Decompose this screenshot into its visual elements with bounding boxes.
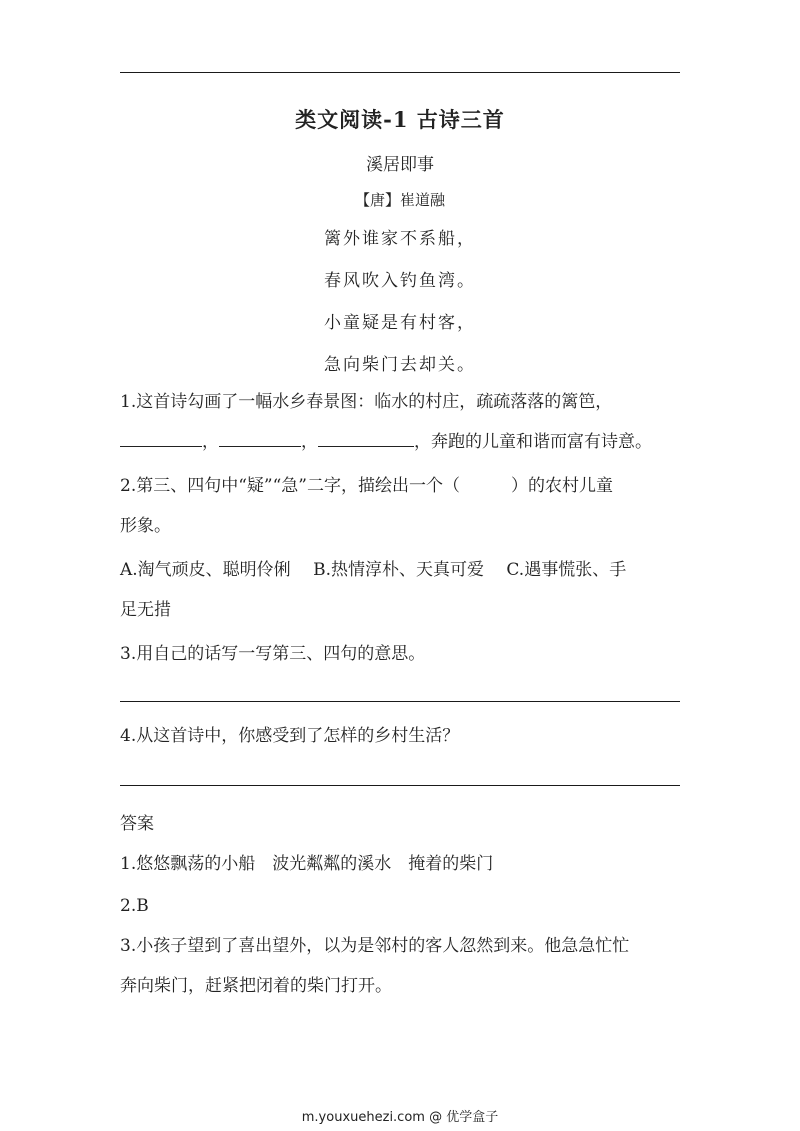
option-line-cont: 足无措 [120, 600, 171, 620]
poem-line: 小童疑是有村客， [324, 313, 476, 333]
answer-line-4[interactable] [120, 785, 680, 786]
question-3: 3.用自己的话写一写第三、四句的意思。 [120, 644, 426, 664]
answer-2: 2.B [120, 896, 149, 916]
question-2-text-cont: 形象。 [120, 516, 171, 536]
header-rule [120, 72, 680, 73]
poem-line: 急向柴门去却关。 [324, 355, 476, 375]
poem-title: 溪居即事 [366, 155, 434, 175]
answer-3-text: 3.小孩子望到了喜出望外，以为是邻村的客人忽然到来。他急急忙忙 [120, 936, 630, 956]
answer-blank-2[interactable] [219, 426, 301, 447]
answer-1: 1.悠悠飘荡的小船 波光粼粼的溪水 掩着的柴门 [120, 854, 494, 874]
answer-line-3[interactable] [120, 701, 680, 702]
question-2-text: 2.第三、四句中“疑”“急”二字，描绘出一个（ ）的农村儿童 [120, 476, 613, 496]
option-line: A.淘气顽皮、聪明伶俐 B.热情淳朴、天真可爱 C.遇事慌张、手 [120, 560, 627, 580]
answer-3 [120, 926, 690, 1006]
question-1-tail: ，奔跑的儿童和谐而富有诗意。 [414, 432, 652, 452]
poem-author: 【唐】崔道融 [354, 191, 445, 209]
footer-watermark: m.youxuehezi.com @ 优学盒子 [301, 1110, 499, 1125]
answers-heading: 答案 [120, 814, 154, 834]
blank-separator: ， [202, 432, 219, 452]
blank-separator: ， [301, 432, 318, 452]
page-title: 类文阅读-1 古诗三首 [295, 107, 505, 132]
question-1-blanks-line [120, 422, 690, 462]
question-2-options [120, 550, 690, 630]
poem-line: 春风吹入钓鱼湾。 [324, 271, 476, 291]
question-1-text: 1.这首诗勾画了一幅水乡春景图：临水的村庄，疏疏落落的篱笆， [120, 392, 613, 412]
poem-line: 篱外谁家不系船， [324, 229, 476, 249]
question-2 [120, 466, 690, 546]
answer-blank-1[interactable] [120, 426, 202, 447]
answer-blank-3[interactable] [318, 426, 414, 447]
answer-3-text-cont: 奔向柴门，赶紧把闭着的柴门打开。 [120, 976, 392, 996]
question-4: 4.从这首诗中，你感受到了怎样的乡村生活？ [120, 726, 460, 746]
question-1 [120, 382, 690, 462]
